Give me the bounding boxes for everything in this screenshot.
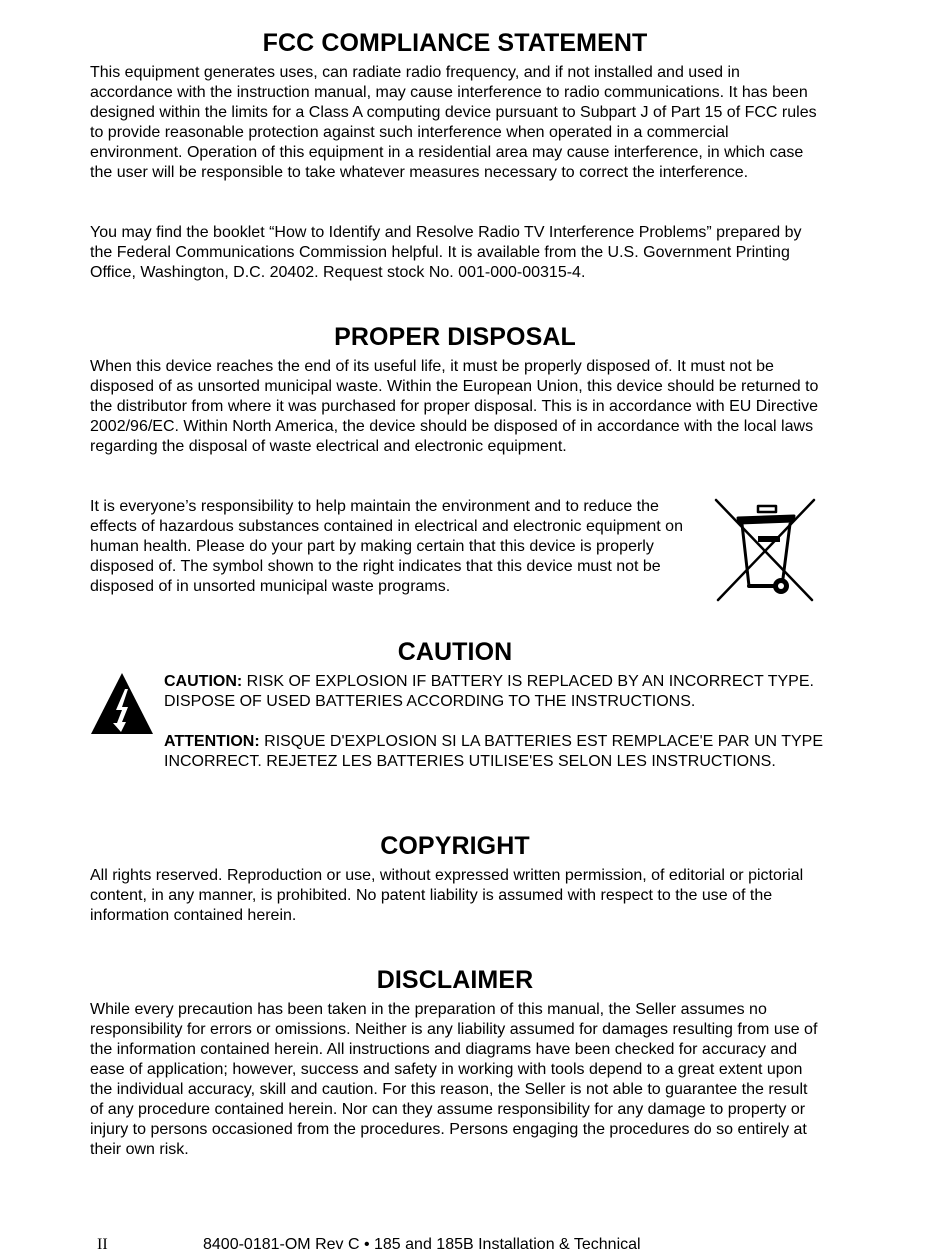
fcc-paragraph-2: You may find the booklet “How to Identify and Resolve Radio TV Interference Problems” prepared by the Federal Communications Commission helpful. It is available from the U.S. Government Printing Office, Washington, D.C. 20402. Request stock No. 001-000-00315-4. bbox=[90, 224, 802, 281]
crossed-out-wheelie-bin-icon bbox=[714, 498, 816, 604]
page-number: II bbox=[97, 1236, 108, 1253]
copyright-heading: COPYRIGHT bbox=[380, 832, 530, 860]
disclaimer-heading: DISCLAIMER bbox=[376, 966, 534, 994]
disposal-heading: PROPER DISPOSAL bbox=[334, 323, 576, 351]
disposal-paragraph-1: When this device reaches the end of its useful life, it must be properly disposed of. It must not be disposed of as unsorted municipal waste. Within the European Union, this device should be returned to the distributor from where it was purchased for proper disposal. This is in accordance with EU Directive 2002/96/EC. Within North America, the device should be disposed of in accordance with the local laws regarding the disposal of waste electrical and electronic equipment. bbox=[90, 358, 819, 455]
caution-french bbox=[164, 732, 829, 772]
page-footer bbox=[0, 1234, 950, 1256]
electric-shock-warning-icon bbox=[90, 672, 154, 735]
document-title: 8400-0181-OM Rev C • 185 and 185B Installation & Technical bbox=[203, 1236, 641, 1253]
caution-english bbox=[164, 672, 829, 712]
disposal-paragraph-2: It is everyone’s responsibility to help maintain the environment and to reduce the effects of hazardous substances contained in electrical and electronic equipment on human health. Please do your part by making certain that this device is properly disposed of. The symbol shown to the right indicates that this device must not be disposed of in unsorted municipal waste programs. bbox=[90, 498, 683, 595]
attention-label: ATTENTION: bbox=[164, 733, 260, 750]
fcc-heading: FCC COMPLIANCE STATEMENT bbox=[262, 29, 648, 57]
caution-english-text: RISK OF EXPLOSION IF BATTERY IS REPLACED BY AN INCORRECT TYPE. DISPOSE OF USED BATTERIES ACCORDING TO THE INSTRUCTIONS. bbox=[164, 673, 814, 710]
caution-heading: CAUTION bbox=[397, 638, 513, 666]
caution-french-text: RISQUE D'EXPLOSION SI LA BATTERIES EST REMPLACE'E PAR UN TYPE INCORRECT. REJETEZ LES BATTERIES UTILISE'ES SELON LES INSTRUCTIONS. bbox=[164, 733, 823, 770]
fcc-paragraph-1: This equipment generates uses, can radiate radio frequency, and if not installed and used in accordance with the instruction manual, may cause interference to radio communications. It has been designed within the limits for a Class A computing device pursuant to Subpart J of Part 15 of FCC rules to provide reasonable protection against such interference when operated in a commercial environment. Operation of this equipment in a residential area may cause interference, in which case the user will be responsible to take whatever measures necessary to correct the interference. bbox=[90, 64, 817, 181]
caution-label: CAUTION: bbox=[164, 673, 243, 690]
disclaimer-paragraph: While every precaution has been taken in the preparation of this manual, the Seller assumes no responsibility for errors or omissions. Neither is any liability assumed for damages resulting from use of the information contained herein. All instructions and diagrams have been checked for accuracy and ease of application; however, success and safety in working with tools depend to a great extent upon the individual accuracy, skill and caution. For this reason, the Seller is not able to guarantee the result of any procedure contained herein. Nor can they assume responsibility for any damage to property or injury to persons occasioned from the procedures. Persons engaging the procedures do so entirely at their own risk. bbox=[90, 1001, 818, 1158]
copyright-paragraph: All rights reserved. Reproduction or use, without expressed written permission, of editorial or pictorial content, in any manner, is prohibited. No patent liability is assumed with respect to the use of the information contained herein. bbox=[90, 867, 804, 924]
